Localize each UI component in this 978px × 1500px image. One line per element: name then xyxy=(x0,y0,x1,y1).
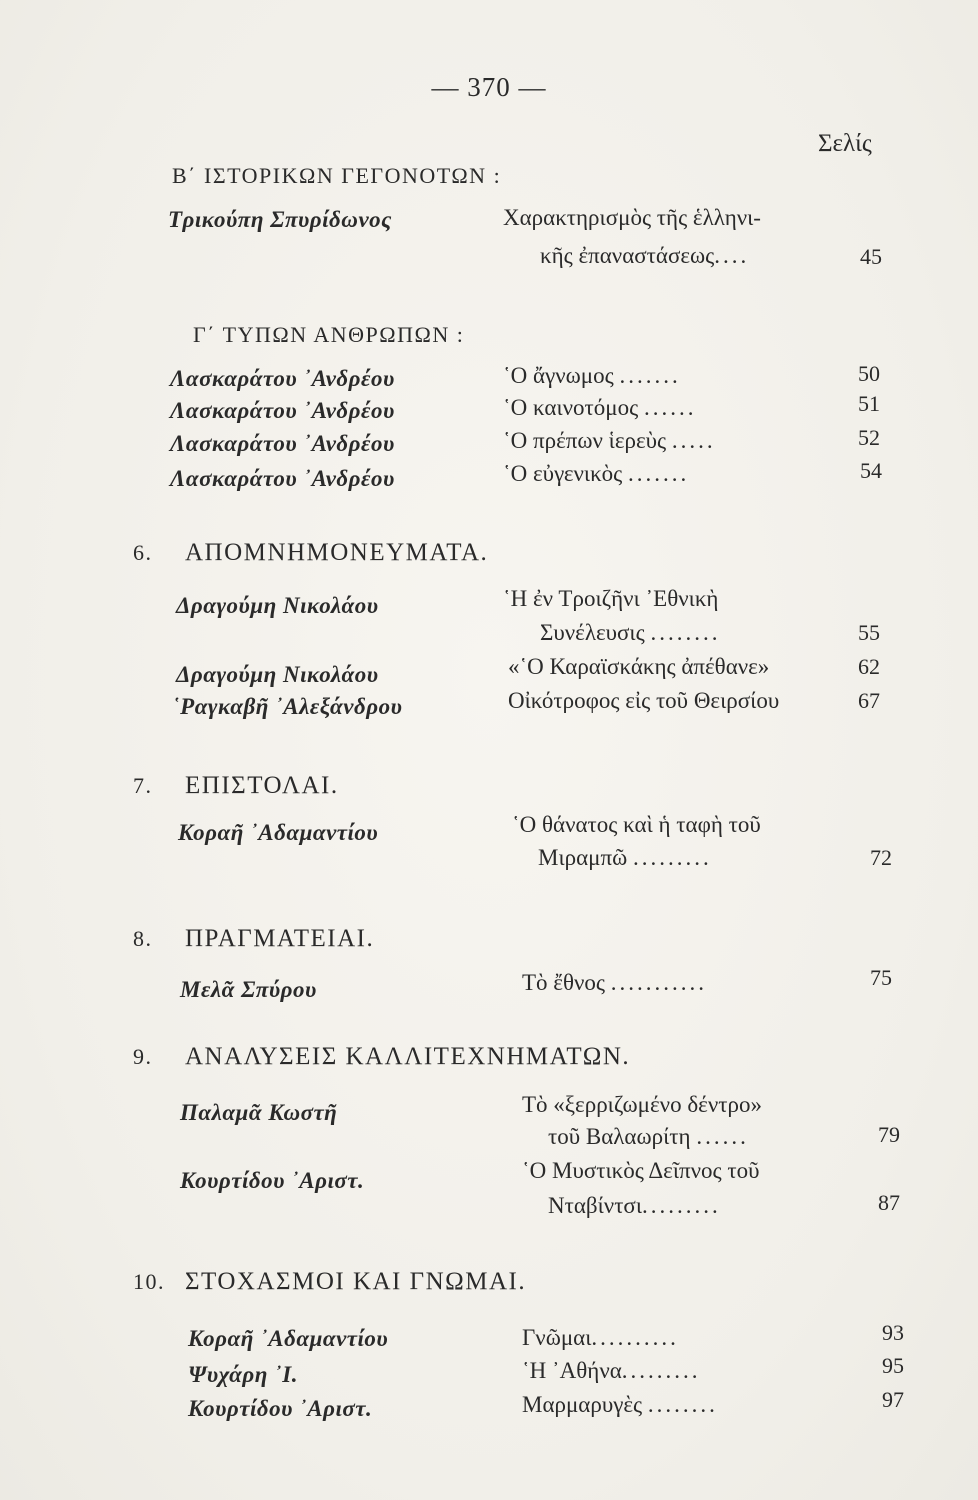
toc-title-line: ῾Η ᾿Αθήνα......... xyxy=(522,1358,701,1383)
section-heading-b: Β΄ ΙΣΤΟΡΙΚΩΝ ΓΕΓΟΝΟΤΩΝ : xyxy=(172,163,502,188)
toc-title-line: ῾Η ἐν Τροιζῆνι ᾿Εθνικὴ xyxy=(503,586,719,611)
toc-author: Δραγούμη Νικολάου xyxy=(176,593,379,618)
toc-page-number: 87 xyxy=(878,1190,900,1215)
toc-author: Μελᾶ Σπύρου xyxy=(180,977,317,1002)
section-heading-10: 10. ΣΤΟΧΑΣΜΟΙ ΚΑΙ ΓΝΩΜΑΙ. xyxy=(133,1268,527,1295)
toc-title-line: Τὸ «ξερριζωμένο δέντρο» xyxy=(522,1092,762,1117)
toc-title-line: Νταβίντσι......... xyxy=(548,1193,721,1218)
toc-title-line: Χαρακτηρισμὸς τῆς ἑλληνι- xyxy=(503,205,761,230)
toc-title-line: ῾Ο Μυστικὸς Δεῖπνος τοῦ xyxy=(522,1158,760,1183)
toc-title-line: «῾Ο Καραϊσκάκης ἀπέθανε» xyxy=(508,654,770,679)
toc-title-line: Τὸ ἔθνος ........... xyxy=(522,970,707,995)
toc-title-line: ῾Ο πρέπων ἱερεὺς ..... xyxy=(503,428,716,453)
toc-page-number: 79 xyxy=(878,1122,900,1147)
toc-page-number: 55 xyxy=(858,620,880,645)
section-heading-7: 7. ΕΠΙΣΤΟΛΑΙ. xyxy=(133,772,339,799)
toc-title-line: Γνῶμαι.......... xyxy=(522,1325,679,1350)
section-heading-c: Γ΄ ΤΥΠΩΝ ΑΝΘΡΩΠΩΝ : xyxy=(193,322,465,347)
toc-title-line: κῆς ἐπαναστάσεως.... xyxy=(540,243,750,268)
toc-title-line: ῾Ο εὐγενικὸς ....... xyxy=(503,461,690,486)
page-column-label: Σελίς xyxy=(818,130,872,157)
toc-author: ῾Ραγκαβῆ ᾿Αλεξάνδρου xyxy=(172,694,403,719)
toc-title-line: ῾Ο θάνατος καὶ ἡ ταφὴ τοῦ xyxy=(512,812,761,837)
toc-author: Τρικούπη Σπυρίδωνος xyxy=(168,207,392,232)
toc-title-line: ῾Ο ἄγνωμος ....... xyxy=(503,363,681,388)
toc-page-number: 95 xyxy=(882,1353,904,1378)
toc-author: Λασκαράτου ᾿Ανδρέου xyxy=(170,466,395,491)
toc-page-number: 67 xyxy=(858,688,880,713)
toc-title-line: Μαρμαρυγὲς ........ xyxy=(522,1392,718,1417)
toc-author: Δραγούμη Νικολάου xyxy=(176,662,379,687)
toc-author: Λασκαράτου ᾿Ανδρέου xyxy=(170,431,395,456)
toc-title-line: ῾Ο καινοτόμος ...... xyxy=(503,395,697,420)
toc-page-number: 75 xyxy=(870,965,892,990)
toc-author: Λασκαράτου ᾿Ανδρέου xyxy=(170,398,395,423)
toc-title-line: Συνέλευσις ........ xyxy=(540,620,721,645)
toc-author: Παλαμᾶ Κωστῆ xyxy=(180,1100,338,1125)
toc-title-line: Οἰκότροφος εἰς τοῦ Θειρσίου xyxy=(508,688,780,713)
toc-author: Κουρτίδου ᾿Αριστ. xyxy=(188,1396,373,1421)
toc-title-line: τοῦ Βαλαωρίτη ...... xyxy=(548,1124,749,1149)
toc-page-number: 45 xyxy=(860,244,882,269)
toc-title-line: Μιραμπῶ ......... xyxy=(538,845,712,870)
toc-author: Κουρτίδου ᾿Αριστ. xyxy=(180,1168,365,1193)
toc-page-number: 72 xyxy=(870,845,892,870)
section-heading-9: 9. ΑΝΑΛΥΣΕΙΣ ΚΑΛΛΙΤΕΧΝΗΜΑΤΩΝ. xyxy=(133,1043,631,1070)
toc-page-number: 50 xyxy=(858,361,880,386)
section-heading-8: 8. ΠΡΑΓΜΑΤΕΙΑΙ. xyxy=(133,925,375,952)
toc-page-number: 52 xyxy=(858,425,880,450)
toc-author: Κοραῆ ᾿Αδαμαντίου xyxy=(178,820,379,845)
toc-page-number: 97 xyxy=(882,1387,904,1412)
section-heading-6: 6. ΑΠΟΜΝΗΜΟΝΕΥΜΑΤΑ. xyxy=(133,539,489,566)
page-number: — 370 — xyxy=(431,72,547,102)
toc-author: Ψυχάρη ᾿Ι. xyxy=(188,1362,298,1387)
toc-page-number: 54 xyxy=(860,458,882,483)
toc-page-number: 62 xyxy=(858,654,880,679)
toc-author: Λασκαράτου ᾿Ανδρέου xyxy=(170,366,395,391)
toc-page-number: 51 xyxy=(858,391,880,416)
toc-page-number: 93 xyxy=(882,1320,904,1345)
toc-author: Κοραῆ ᾿Αδαμαντίου xyxy=(188,1326,389,1351)
